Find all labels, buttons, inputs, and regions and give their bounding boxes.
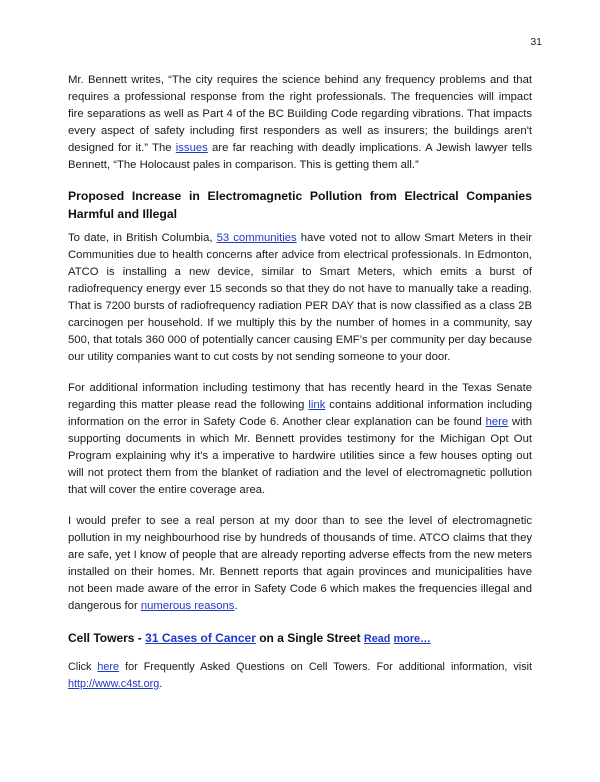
heading-text: on a Single Street <box>255 631 364 645</box>
explanation-here-link[interactable]: here <box>485 416 509 428</box>
paragraph-text: Mr. Bennett writes, “The city requires the science behind any frequency problems and that requires a professional response from the right professionals. The frequencies will impact fire separations as well as Part 4 of the BC Building Code regarding vibrations. That impacts every aspect of safety including first responders as well as insurers; the buildings aren't designed for it.” The <box>68 74 532 154</box>
paragraph-text: To date, in British Columbia, <box>68 232 217 244</box>
testimony-link[interactable]: link <box>308 399 326 411</box>
paragraph-cell-tower-faq <box>68 659 532 693</box>
paragraph-text: contains additional information including information on the error in Safety Code 6. Another clear explanation can be found <box>68 399 532 428</box>
paragraph-text: with supporting documents in which Mr. Bennett provides testimony for the Michigan Opt Out Program explaining why it’s a imperative to hardwire utilities since a few houses opting out will not protect them from the blanket of radiation and the level of electromagnetic pollution that will cover the entire coverage area. <box>68 416 532 496</box>
read-link[interactable]: Read <box>363 633 391 645</box>
53-communities-link[interactable]: 53 communities <box>216 232 297 244</box>
paragraph-smart-meters <box>68 230 532 366</box>
page-number: 31 <box>530 36 542 48</box>
heading-text: Cell Towers - <box>68 631 146 645</box>
paragraph-text: . <box>234 600 238 612</box>
paragraph-text: For additional information including testimony that has recently heard in the Texas Senate regarding this matter please read the following <box>68 382 532 411</box>
issues-link[interactable]: issues <box>175 142 208 154</box>
paragraph-texas-senate <box>68 380 532 499</box>
paragraph-text: are far reaching with deadly implications. A Jewish lawyer tells Bennett, “The Holocaust pales in comparison. This is getting them all.” <box>68 142 532 171</box>
paragraph-atco-claims <box>68 513 532 615</box>
c4st-website-link[interactable]: http://www.c4st.org <box>68 678 160 690</box>
numerous-reasons-link[interactable]: numerous reasons <box>140 600 235 612</box>
paragraph-text: for Frequently Asked Questions on Cell Towers. For additional information, visit <box>119 661 532 673</box>
section-heading-cell-towers <box>68 629 532 648</box>
paragraph-bennett-quote <box>68 72 532 174</box>
read-more-link[interactable]: more… <box>393 633 431 645</box>
paragraph-text: . <box>159 678 163 690</box>
31-cases-of-cancer-link[interactable]: 31 Cases of Cancer <box>145 631 256 645</box>
paragraph-text: Click <box>68 661 98 673</box>
faq-here-link[interactable]: here <box>97 661 120 673</box>
page-content <box>68 72 532 693</box>
paragraph-text: have voted not to allow Smart Meters in their Communities due to health concerns after advice from electrical professionals. In Edmonton, ATCO is installing a new device, similar to Smart Meters, which emits a burst of radiofrequency energy ever 15 seconds so that they do not have to manually take a reading. That is 7200 bursts of radiofrequency radiation PER DAY that is now classified as a class 2B carcinogen per household. If we multiply this by the number of homes in a community, say 500, that totals 360 000 of potentially cancer causing EMF’s per community per day because our utility companies want to cut costs by not sending someone to your door. <box>68 232 532 363</box>
section-heading-electromagnetic-pollution: Proposed Increase in Electromagnetic Pollution from Electrical Companies Harmful and Illegal <box>68 189 532 221</box>
paragraph-text: I would prefer to see a real person at my door than to see the level of electromagnetic pollution in my neighbourhood rise by hundreds of thousands of time. ATCO claims that they are safe, yet I know of people that are already reporting adverse effects from the new meters installed on their homes. Mr. Bennett reports that again provinces and municipalities have not been made aware of the error in Safety Code 6 which makes the frequencies illegal and dangerous for <box>68 515 532 612</box>
